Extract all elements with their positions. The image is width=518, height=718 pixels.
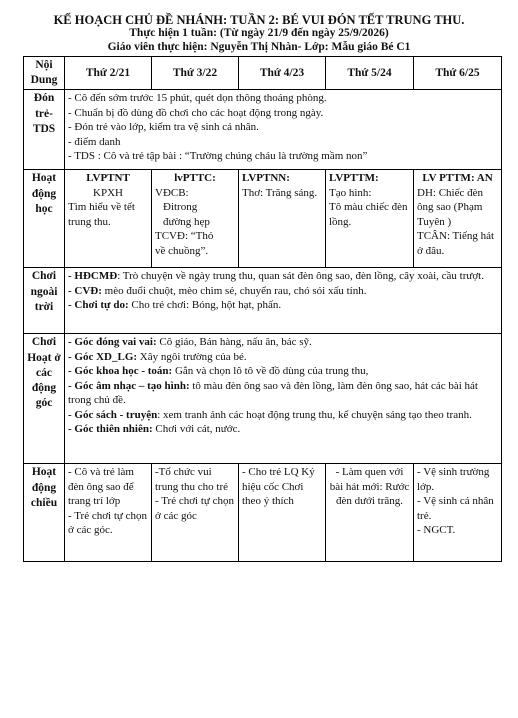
day-header-friday: Thứ 6/25 [414,57,502,90]
content-header-cell: Nội Dung [24,57,65,90]
chieu-thursday: - Làm quen với bài hát mới: Rước đèn dưới trăng. [326,464,414,562]
choi-hoat-dong-goc-content: - Góc đóng vai vai: Cô giáo, Bán hàng, nấu ăn, bác sỹ. - Góc XD_LG: Xây ngôi trường của bé. - Góc khoa học - toán: Gắn và chọn lô tô về đồ dùng của trung thu, - Góc âm nhạc – tạo hình: tô màu đèn ông sao và đèn lồng, làm đèn ông sao, hát các bài hát trong chủ đề. - Góc sách - truyện: xem tranh ảnh các hoạt động trung thu, kể chuyện sáng tạo theo tranh. - Góc thiên nhiên: Chơi với cát, nước. [65,334,502,464]
table-header-row [24,57,502,90]
row-label-choi-ngoai-troi: Chơi ngoài trời [24,268,65,334]
page-title: KẾ HOẠCH CHỦ ĐỀ NHÁNH: TUẦN 2: BÉ VUI ĐÓN TẾT TRUNG THU. [53,13,465,27]
teacher-info: Giáo viên thực hiện: Nguyễn Thị Nhàn- Lớp: Mẫu giáo Bé C1 [107,41,411,53]
row-label-hoat-dong-chieu: Hoạt động chiều [24,464,65,562]
day-header-tuesday: Thứ 3/22 [152,57,239,90]
plan-period: Thực hiện 1 tuần: (Từ ngày 21/9 đến ngày 25/9/2026) [129,27,389,39]
don-tre-content: - Cô đến sớm trước 15 phút, quét dọn thông thoáng phòng. - Chuẩn bị đồ dùng đồ chơi cho các hoạt động trong ngày. - Đón trẻ vào lớp, kiểm tra vệ sinh cá nhân. - điểm danh - TDS : Cô và trẻ tập bài : “Trường chúng cháu là trường mầm non” [65,90,502,170]
day-header-thursday: Thứ 5/24 [326,57,414,90]
hoc-tuesday: lvPTTC: VĐCB: Đitrong đường hẹp TCVĐ: “Thỏ về chuồng”. [152,170,239,268]
table-row [24,464,502,562]
chieu-tuesday: -Tổ chức vui trung thu cho trẻ - Trẻ chơi tự chọn ở các góc [152,464,239,562]
hoc-wednesday: LVPTNN: Thơ: Trăng sáng. [239,170,326,268]
weekly-plan-table [23,56,502,562]
table-row [24,90,502,170]
chieu-wednesday: - Cho trẻ LQ Ký hiệu cốc Chơi theo ý thích [239,464,326,562]
day-header-monday: Thứ 2/21 [65,57,152,90]
table-row [24,268,502,334]
hoc-monday: LVPTNT KPXH Tìm hiểu về tết trung thu. [65,170,152,268]
row-label-don-tre: Đón trẻ- TDS [24,90,65,170]
table-row [24,170,502,268]
day-header-wednesday: Thứ 4/23 [239,57,326,90]
hoc-thursday: LVPTTM: Tạo hình: Tô màu chiếc đèn lồng. [326,170,414,268]
table-row [24,334,502,464]
chieu-friday: - Vệ sinh trường lớp. - Vệ sinh cá nhân trẻ. - NGCT. [414,464,502,562]
choi-ngoai-troi-content: - HĐCMĐ: Trò chuyện về ngày trung thu, quan sát đèn ông sao, đèn lồng, cây xoài, cầu trượt. - CVĐ: mèo đuổi chuột, mèo chim sẻ, chuyển rau, chó sói xấu tính. - Chơi tự do: Cho trẻ chơi: Bóng, hột hạt, phấn. [65,268,502,334]
row-label-hoat-dong-hoc: Hoạt động học [24,170,65,268]
chieu-monday: - Cô và trẻ làm đèn ông sao để trang trí lớp - Trẻ chơi tự chọn ở các góc. [65,464,152,562]
hoc-friday: LV PTTM: AN DH: Chiếc đèn ông sao (Phạm Tuyên ) TCÂN: Tiếng hát ở đâu. [414,170,502,268]
row-label-choi-hoat-dong-goc: Chơi Hoạt ở các động góc [24,334,65,464]
